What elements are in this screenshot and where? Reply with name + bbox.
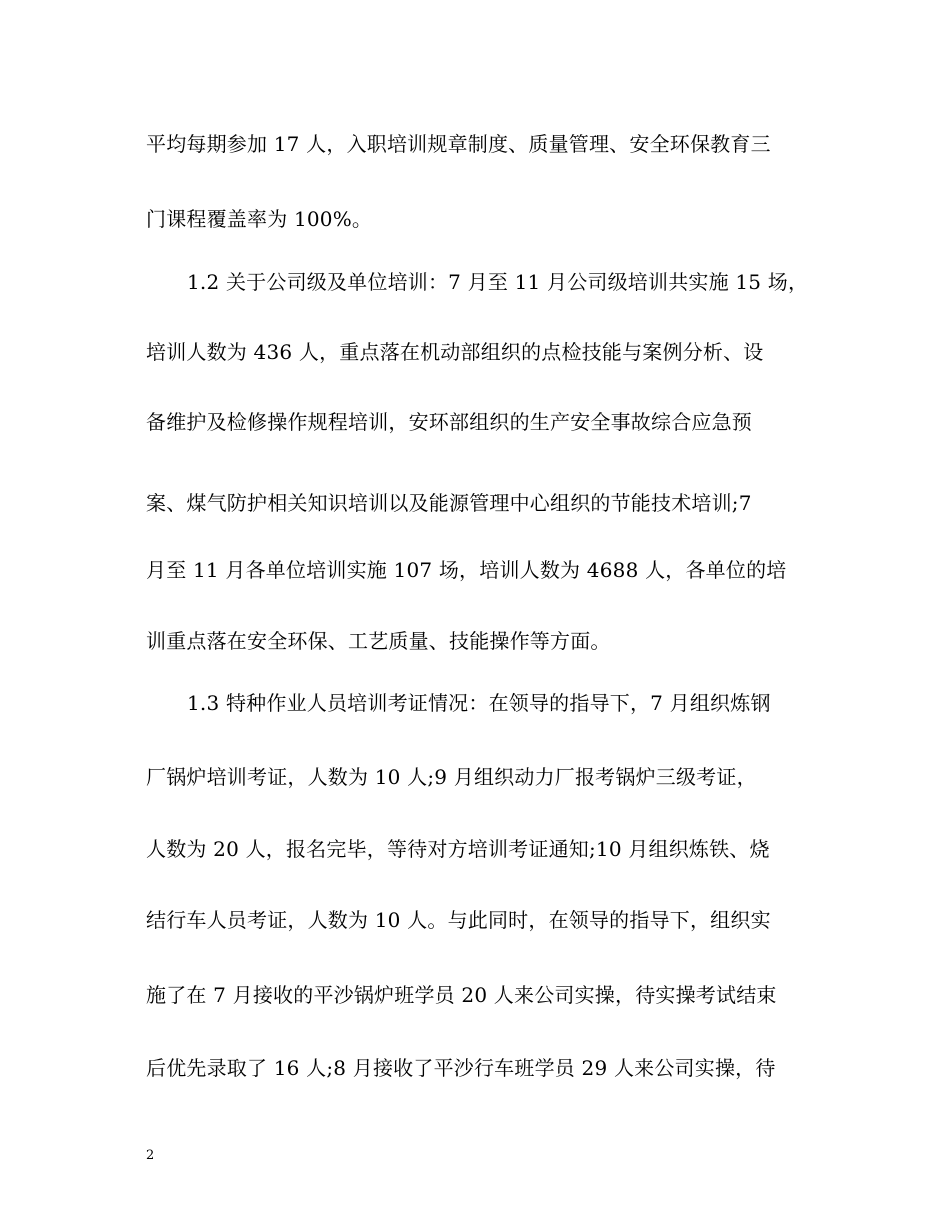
paragraph-line: 人数为 20 人，报名完毕，等待对方培训考证通知;10 月组织炼铁、烧	[146, 837, 770, 861]
paragraph-line: 培训人数为 436 人，重点落在机动部组织的点检技能与案例分析、设	[146, 340, 764, 364]
page-number: 2	[146, 1148, 155, 1163]
paragraph-line: 厂锅炉培训考证，人数为 10 人;9 月组织动力厂报考锅炉三级考证，	[146, 765, 757, 789]
paragraph-line: 1.2 关于公司级及单位培训：7 月至 11 月公司级培训共实施 15 场，	[187, 270, 809, 294]
paragraph-line: 备维护及检修操作规程培训，安环部组织的生产安全事故综合应急预	[146, 410, 752, 434]
paragraph-line: 结行车人员考证，人数为 10 人。与此同时，在领导的指导下，组织实	[146, 908, 771, 932]
paragraph-line: 后优先录取了 16 人;8 月接收了平沙行车班学员 29 人来公司实操，待	[146, 1056, 776, 1080]
paragraph-line: 施了在 7 月接收的平沙锅炉班学员 20 人来公司实操，待实操考试结束	[146, 983, 777, 1007]
paragraph-line: 1.3 特种作业人员培训考证情况：在领导的指导下，7 月组织炼钢	[187, 691, 771, 715]
paragraph-line: 训重点落在安全环保、工艺质量、技能操作等方面。	[146, 629, 611, 653]
paragraph-line: 案、煤气防护相关知识培训以及能源管理中心组织的节能技术培训;7	[146, 491, 752, 515]
paragraph-line: 月至 11 月各单位培训实施 107 场，培训人数为 4688 人，各单位的培	[146, 558, 787, 582]
paragraph-line: 平均每期参加 17 人，入职培训规章制度、质量管理、安全环保教育三	[146, 132, 771, 156]
paragraph-line: 门课程覆盖率为 100%。	[146, 207, 373, 231]
